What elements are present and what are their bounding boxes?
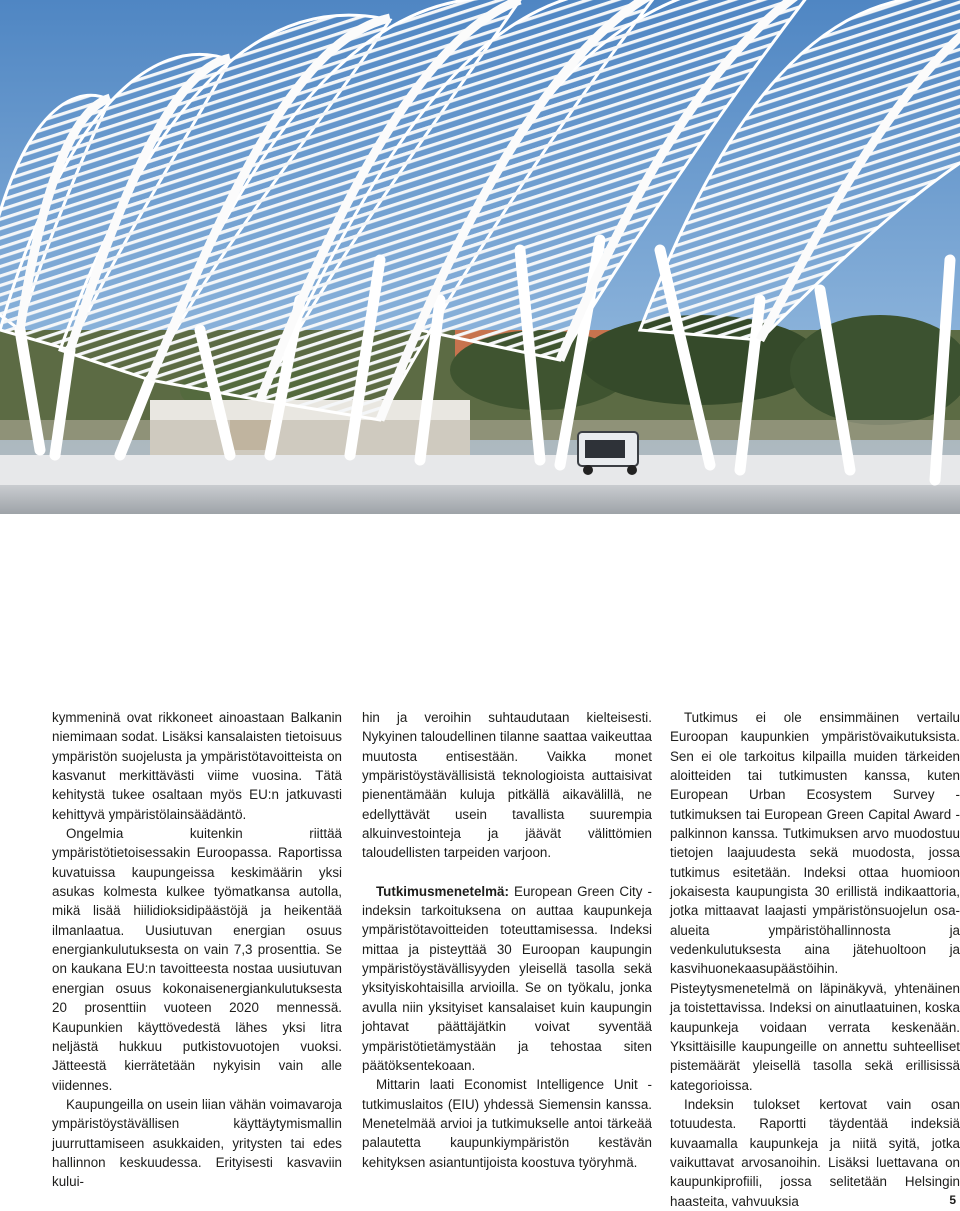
arch-canopy-illustration (0, 0, 960, 514)
column2-paragraph-1: hin ja veroihin suhtaudutaan kielteisesti. Nykyinen taloudellinen tilanne saattaa vaikeuttaa muutosta entisestään. Vaikka monet ympäristöystävällisistä teknologioista auttaisivat pienentämään kuluja pitkällä aikavälillä, ne edellyttävät usein tavallista suurempia alkuinvestointeja ja jäävät välittömien taloudellisten tarpeiden varjoon. (362, 710, 652, 861)
page-number: 5 (949, 1193, 956, 1207)
method-heading: Tutkimusmenetelmä: (376, 883, 509, 899)
method-text: European Green City -indeksin tarkoituksena on auttaa kaupunkeja ympäristötavoitteiden toteuttamisessa. Indeksi mittaa ja pisteyttää 30 Euroopan kaupungin ympäristöystävällisyyden yleisellä tasolla sekä yksityiskohtaisilla arvioilla. Se on työkalu, jonka avulla niin yksityiset kansalaiset kuin kaupungin johtavat päättäjätkin voivat syventää ympäristötietämystään ja tehostaa siten päätöksentekoaan. (362, 883, 652, 1073)
text-column-3 (670, 708, 960, 1211)
column3-paragraph-2: Indeksin tulokset kertovat vain osan totuudesta. Raportti täydentää indeksiä kuvaamalla kaupunkeja ja niitä syitä, jotka vaikuttavat arvosanoihin. Lisäksi luettavana on kaupunkiprofiili, jossa selitetään Helsingin haasteita, vahvuuksia (670, 1096, 960, 1209)
text-column-2 (362, 708, 652, 1172)
column1-paragraph-1: kymmeninä ovat rikkoneet ainoastaan Balkanin niemimaan sodat. Lisäksi kansalaisten tietoisuus ympäristön suojelusta ja ympäristötavoitteista on kasvanut merkittävästi viime vuosina. Tätä kehitystä tukee osaltaan myös EU:n jatkuvasti kehittyvä ympäristölainsäädäntö. (52, 710, 342, 822)
column2-paragraph-3: Mittarin laati Economist Intelligence Unit -tutkimuslaitos (EIU) yhdessä Siemensin kanssa. Menetelmää arvioi ja tutkimukselle antoi tärkeää palautetta kaupunkiympäristön kestävän kehityksen asiantuntijoista koostuva työryhmä. (362, 1077, 652, 1170)
header-photo (0, 0, 960, 514)
column2-paragraph-2 (362, 882, 652, 1075)
column3-paragraph-1: Tutkimus ei ole ensimmäinen vertailu Euroopan kaupunkien ympäristövaikutuksista. Sen ei ole tarkoitus kilpailla muiden tärkeiden aloitteiden tai tutkimusten kanssa, kuten European Urban Ecosystem Survey -tutkimuksen tai European Green Capital Award -palkinnon kanssa. Tutkimuksen arvo muodostuu tietojen laajuudesta sekä muodosta, jossa tutkimus esitetään. Indeksi ottaa huomioon jokaisesta kaupungista 30 erillistä indikaattoria, jotka mittaavat laajasti ympäristönsuojelun osa-alueita ympäristöhallinnosta ja vedenkulutuksesta aina jätehuoltoon ja kasvihuonekaasupäästöihin. Pisteytysmenetelmä on läpinäkyvä, yhtenäinen ja toistettavissa. Indeksi on ainutlaatuinen, koska kaupunkeja voidaan verrata keskenään. Yksittäisille kaupungeille on annettu suhteelliset pistemäärät yleisellä tasolla sekä erillisissä kategorioissa. (670, 710, 960, 1093)
column1-paragraph-3: Kaupungeilla on usein liian vähän voimavaroja ympäristöystävällisen käyttäytymismallin juurruttamiseen asukkaiden, yritysten tai edes hallinnon keskuudessa. Erityisesti kasvaviin kului- (52, 1096, 342, 1190)
column1-paragraph-2: Ongelmia kuitenkin riittää ympäristötietoisessakin Euroopassa. Raportissa kuvatuissa kaupungeissa keskimäärin yksi asukas kolmesta kulkee työmatkansa autolla, mikä lisää hiilidioksidipäästöjä ja heikentää ilmanlaatua. Uusiutuvan energian osuus energiankulutuksesta on vain 7,3 prosenttia. Se on kaukana EU:n tavoitteesta nostaa uusiutuvan energian osuus kokonaisenergiankulutuksesta 20 prosenttiin vuoteen 2020 mennessä. Kaupunkien käyttövedestä lähes yksi litra neljästä hukkuu putkistovuotojen vuoksi. Jätteestä kierrätetään nykyisin vain alle viidennes. (52, 826, 342, 1093)
text-column-1 (52, 708, 342, 1192)
